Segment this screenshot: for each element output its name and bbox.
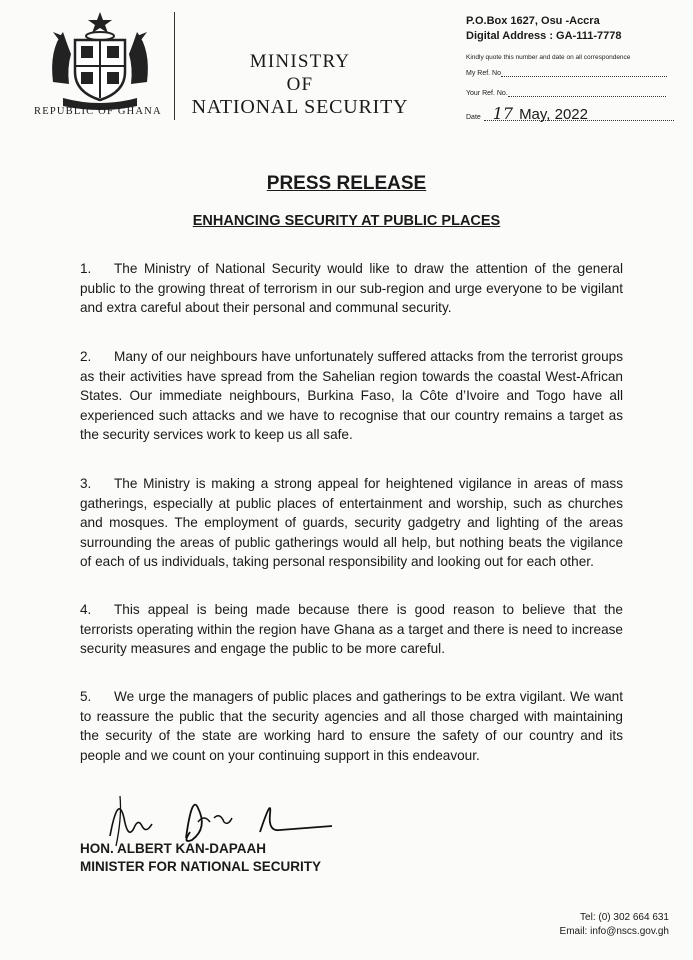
your-ref-label: Your Ref. No. [466, 90, 508, 97]
document-title-text: PRESS RELEASE [266, 173, 427, 194]
date-line [484, 120, 674, 121]
document-subtitle-text: ENHANCING SECURITY AT PUBLIC PLACES [192, 213, 501, 229]
republic-label: REPUBLIC OF GHANA [34, 106, 162, 117]
paragraph-number: 3. [80, 476, 92, 491]
ministry-line: MINISTRY [249, 51, 351, 72]
paragraph-number: 5. [80, 689, 92, 704]
date-value: May, 2022 [519, 106, 588, 123]
paragraph-1 [80, 259, 623, 318]
paragraph-text: Many of our neighbours have unfortunately suffered attacks from the terrorist groups as their activities have spread from the Sahelian region towards the coastal West-African States. Our immediate neighbours, Burkina Faso, la Côte d’Ivoire and Togo have all experienced such attacks and we have to recognise that our country remains a target as the security services work to keep us all safe. [80, 349, 623, 443]
paragraph-5 [80, 687, 623, 765]
date-day: 17 [492, 104, 514, 123]
contact-email: Email: info@nscs.gov.gh [559, 926, 669, 937]
contact-block [560, 911, 669, 939]
document-title [0, 173, 693, 195]
document-subtitle [0, 213, 693, 229]
header-divider [174, 12, 175, 120]
your-ref-line [508, 96, 666, 97]
paragraph-text: The Ministry of National Security would like to draw the attention of the general public to the growing threat of terrorism in our sub-region and urge everyone to be vigilant and extra careful about their personal and communal security. [80, 261, 623, 316]
quote-note: Kindly quote this number and date on all correspondence [466, 54, 631, 61]
paragraph-number: 2. [80, 349, 92, 364]
contact-phone: Tel: (0) 302 664 631 [580, 912, 669, 923]
signer-name: HON. ALBERT KAN-DAPAAH [80, 841, 266, 856]
paragraph-number: 4. [80, 602, 92, 617]
my-ref-line [501, 76, 667, 77]
digital-address: Digital Address : GA-111-7778 [466, 30, 622, 42]
coat-of-arms-icon [45, 10, 155, 110]
paragraph-text: We urge the managers of public places and gatherings to be extra vigilant. We want to reassure the public that the security agencies and all those charged with maintaining the security of the state are working hard to ensure the safety of our country and its people and we count on your continuing support in this endeavour. [80, 689, 623, 763]
ministry-name [180, 50, 420, 119]
paragraph-text: This appeal is being made because there is good reason to believe that the terrorists operating within the region have Ghana as a target and there is need to increase security measures and engage the public to be more careful. [80, 602, 623, 657]
ministry-line: OF [286, 74, 314, 95]
handwritten-signature [100, 788, 360, 848]
po-box: P.O.Box 1627, Osu -Accra [466, 15, 600, 27]
postal-address [466, 14, 622, 44]
my-ref-row [466, 70, 667, 77]
ministry-line: NATIONAL SECURITY [191, 96, 409, 118]
signer-block [80, 840, 321, 876]
paragraph-3 [80, 474, 623, 572]
paragraph-text: The Ministry is making a strong appeal for heightened vigilance in areas of mass gatherings, especially at public places of entertainment and worship, such as churches and mosques. The employment of guards, security gadgetry and lighting of the areas surrounding the areas of public gatherings would all help, but nothing beats the vigilance of each of us individuals, taking personal responsibility and looking out for each other. [80, 476, 623, 570]
my-ref-label: My Ref. No [466, 70, 502, 77]
paragraph-2 [80, 347, 623, 445]
paragraph-number: 1. [80, 261, 92, 276]
paragraph-4 [80, 600, 623, 659]
signer-position: MINISTER FOR NATIONAL SECURITY [80, 859, 322, 874]
date-label: Date [466, 114, 481, 121]
your-ref-row [466, 90, 666, 97]
